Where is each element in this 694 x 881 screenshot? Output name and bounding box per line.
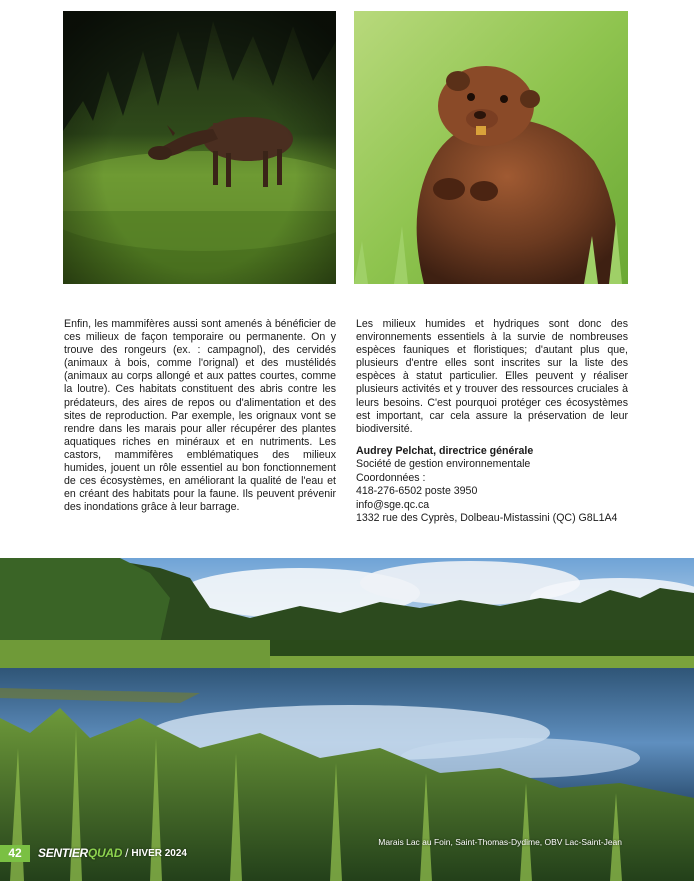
issue-label: HIVER 2024 — [131, 847, 187, 859]
contact-block — [356, 445, 628, 526]
paragraph-mammals: Enfin, les mammifères aussi sont amenés à bénéficier de ces milieux de façon temporaire ou permanente. On y trouve des rongeurs (ex. : campagnol), des cervidés (animaux à bois, comme l'orignal) et des mustélidés (animaux au corps allongé et aux pattes courtes, comme la loutre). Ces habitats constituent des abris contre les prédateurs, des aires de repos ou d'alimentation et des sites de reproduction. Par exemple, les orignaux vont se rendre dans les marais pour aller récupérer des plantes aquatiques riches en minéraux et en nutriments. Les castors, mammifères emblématiques des milieux humides, jouent un rôle essentiel au bon fonctionnement de ces écosystèmes, en améliorant la qualité de l'eau et en créant des habitats pour la faune. Ils peuvent prévenir des inondations grâce à leur barrage. — [64, 318, 336, 514]
marsh-landscape-photo — [0, 558, 694, 881]
beaver-photo — [354, 11, 628, 284]
paragraph-conclusion: Les milieux humides et hydriques sont donc des environnements essentiels à la survie de nombreuses espèces fauniques et floristiques; d'autant plus que, plusieurs d'entre elles sont inscrites sur la liste des espèces à statut particulier. Elles peuvent y réaliser plusieurs activités et y trouver des ressources cruciales à leurs besoins. C'est pourquoi protéger ces écosystèmes est important, car cela assure la préservation de leur biodiversité. — [356, 318, 628, 435]
contact-name: Audrey Pelchat, directrice générale — [356, 444, 534, 457]
contact-phone: 418-276-6502 poste 3950 — [356, 485, 478, 498]
photo-caption: Marais Lac au Foin, Saint-Thomas-Dydime, OBV Lac-Saint-Jean — [378, 837, 622, 847]
contact-label: Coordonnées : — [356, 471, 426, 484]
moose-photo — [63, 11, 336, 284]
footer-separator: / — [125, 846, 129, 860]
page-footer — [0, 842, 187, 864]
magazine-logo — [38, 846, 122, 860]
page-number: 42 — [0, 845, 30, 862]
contact-organization: Société de gestion environnementale — [356, 458, 531, 471]
contact-address: 1332 rue des Cyprès, Dolbeau-Mistassini (QC) G8L1A4 — [356, 512, 618, 525]
magazine-name-part2: QUAD — [87, 846, 123, 860]
contact-email[interactable]: info@sge.qc.ca — [356, 498, 430, 511]
article-column-left — [64, 318, 336, 514]
article-column-right — [356, 318, 628, 526]
magazine-name-part1: SENTIER — [38, 846, 88, 860]
